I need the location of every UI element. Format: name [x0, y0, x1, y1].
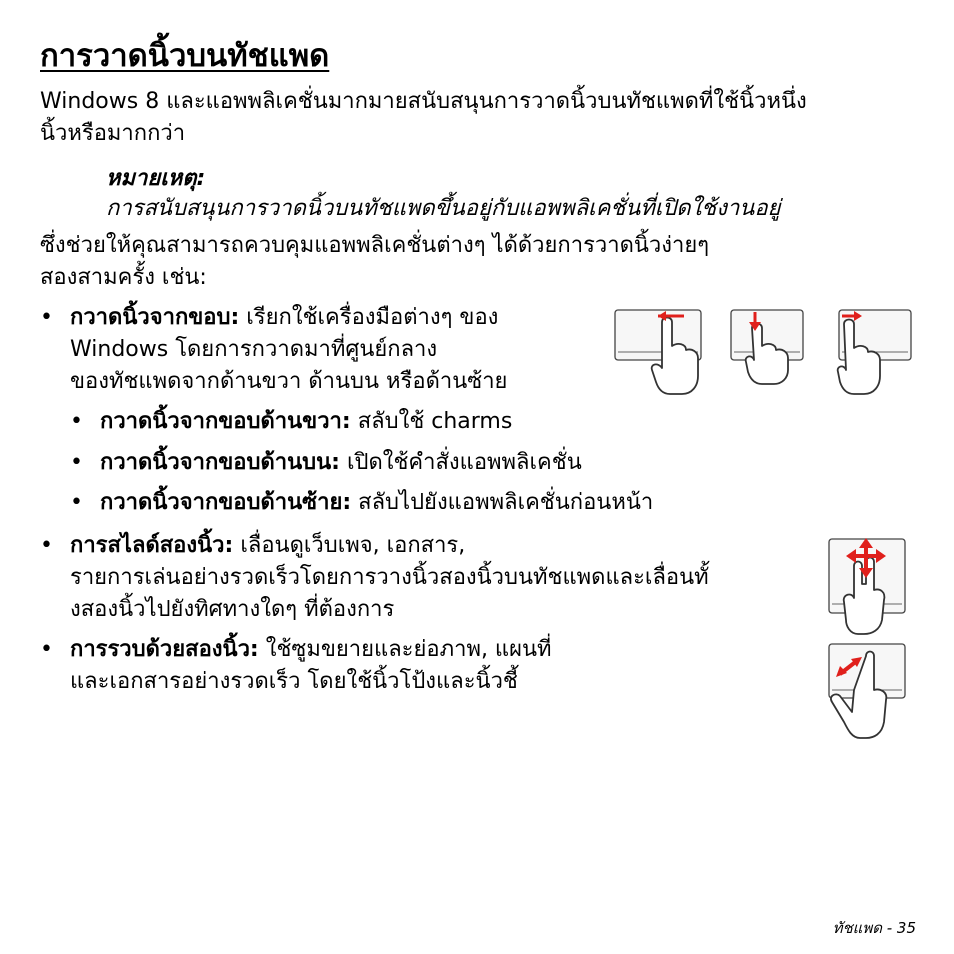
intro-line-2: นิ้วหรือมากกว่า	[40, 121, 186, 146]
page-number: 35	[896, 919, 916, 937]
two-finger-scroll-icon	[826, 536, 910, 636]
item-edge-swipe-line-1	[70, 302, 590, 334]
item-pinch-text-1: ใช้ซูมขยายและย่อภาพ, แผนที่	[258, 637, 552, 662]
subitem-swipe-right-edge-text: สลับใช้ charms	[350, 409, 513, 434]
item-two-finger-slide-line-2: รายการเล่นอย่างรวดเร็วโดยการวางนิ้วสองนิ้วบนทัชแพดและเลื่อนทั้	[70, 565, 709, 590]
item-edge-swipe-text-1: เรียกใช้เครื่องมือต่างๆ ของ	[239, 305, 499, 330]
footer-separator: -	[881, 919, 897, 937]
description-paragraph	[40, 230, 840, 294]
item-pinch-label: การรวบด้วยสองนิ้ว:	[70, 637, 259, 662]
bullet-two-finger-slide: •	[40, 533, 53, 558]
page-title: การวาดนิ้วบนทัชแพด	[40, 38, 330, 74]
description-line-2: สองสามครั้ง เช่น:	[40, 265, 207, 290]
subitem-swipe-left-edge-text: สลับไปยังแอพพลิเคชั่นก่อนหน้า	[351, 490, 654, 515]
item-edge-swipe-label: กวาดนิ้วจากขอบ:	[70, 305, 240, 330]
intro-paragraph	[40, 86, 920, 150]
subitem-swipe-top-edge-text: เปิดใช้คำสั่งแอพพลิเคชั่น	[339, 450, 582, 475]
item-pinch-line-2: และเอกสารอย่างรวดเร็ว โดยใช้นิ้วโป้งและนิ้วชี้	[70, 669, 518, 694]
item-edge-swipe-line-2: Windows โดยการกวาดมาที่ศูนย์กลาง	[70, 337, 438, 362]
subitem-swipe-top-edge	[100, 447, 582, 479]
pinch-zoom-icon	[826, 642, 910, 742]
item-two-finger-slide-label: การสไลด์สองนิ้ว:	[70, 533, 234, 558]
subitem-swipe-right-edge	[100, 406, 512, 438]
swipe-right-edge-icon	[836, 306, 916, 398]
bullet-pinch: •	[40, 637, 53, 662]
bullet-swipe-right-edge: •	[70, 409, 83, 434]
item-two-finger-slide-line-1	[70, 530, 810, 562]
subitem-swipe-left-edge-label: กวาดนิ้วจากขอบด้านซ้าย:	[100, 490, 352, 515]
subitem-swipe-right-edge-label: กวาดนิ้วจากขอบด้านขวา:	[100, 409, 351, 434]
intro-line-1: Windows 8 และแอพพลิเคชั่นมากมายสนับสนุนการวาดนิ้วบนทัชแพดที่ใช้นิ้วหนึ่ง	[40, 89, 807, 114]
footer-section: ทัชแพด	[832, 919, 882, 937]
page-footer	[833, 916, 916, 940]
item-edge-swipe	[70, 302, 590, 398]
item-pinch-line-1	[70, 634, 770, 666]
note-body: การสนับสนุนการวาดนิ้วบนทัชแพดขึ้นอยู่กับแอพพลิเคชั่นที่เปิดใช้งานอยู่	[106, 196, 781, 221]
item-two-finger-slide-text-1: เลื่อนดูเว็บเพจ, เอกสาร,	[233, 533, 466, 558]
item-pinch	[70, 634, 770, 698]
bullet-swipe-top-edge: •	[70, 450, 83, 475]
subitem-swipe-top-edge-label: กวาดนิ้วจากขอบด้านบน:	[100, 450, 340, 475]
swipe-top-edge-icon	[728, 306, 808, 388]
item-two-finger-slide	[70, 530, 810, 626]
bullet-swipe-left-edge: •	[70, 490, 83, 515]
description-line-1: ซึ่งช่วยให้คุณสามารถควบคุมแอพพลิเคชั่นต่างๆ ได้ด้วยการวาดนิ้วง่ายๆ	[40, 233, 710, 258]
item-two-finger-slide-line-3: งสองนิ้วไปยังทิศทางใดๆ ที่ต้องการ	[70, 597, 395, 622]
bullet-edge-swipe: •	[40, 305, 53, 330]
swipe-left-edge-icon	[612, 306, 708, 398]
note-heading: หมายเหตุ:	[106, 166, 206, 191]
subitem-swipe-left-edge	[100, 487, 653, 519]
item-edge-swipe-line-3: ของทัชแพดจากด้านขวา ด้านบน หรือด้านซ้าย	[70, 369, 508, 394]
